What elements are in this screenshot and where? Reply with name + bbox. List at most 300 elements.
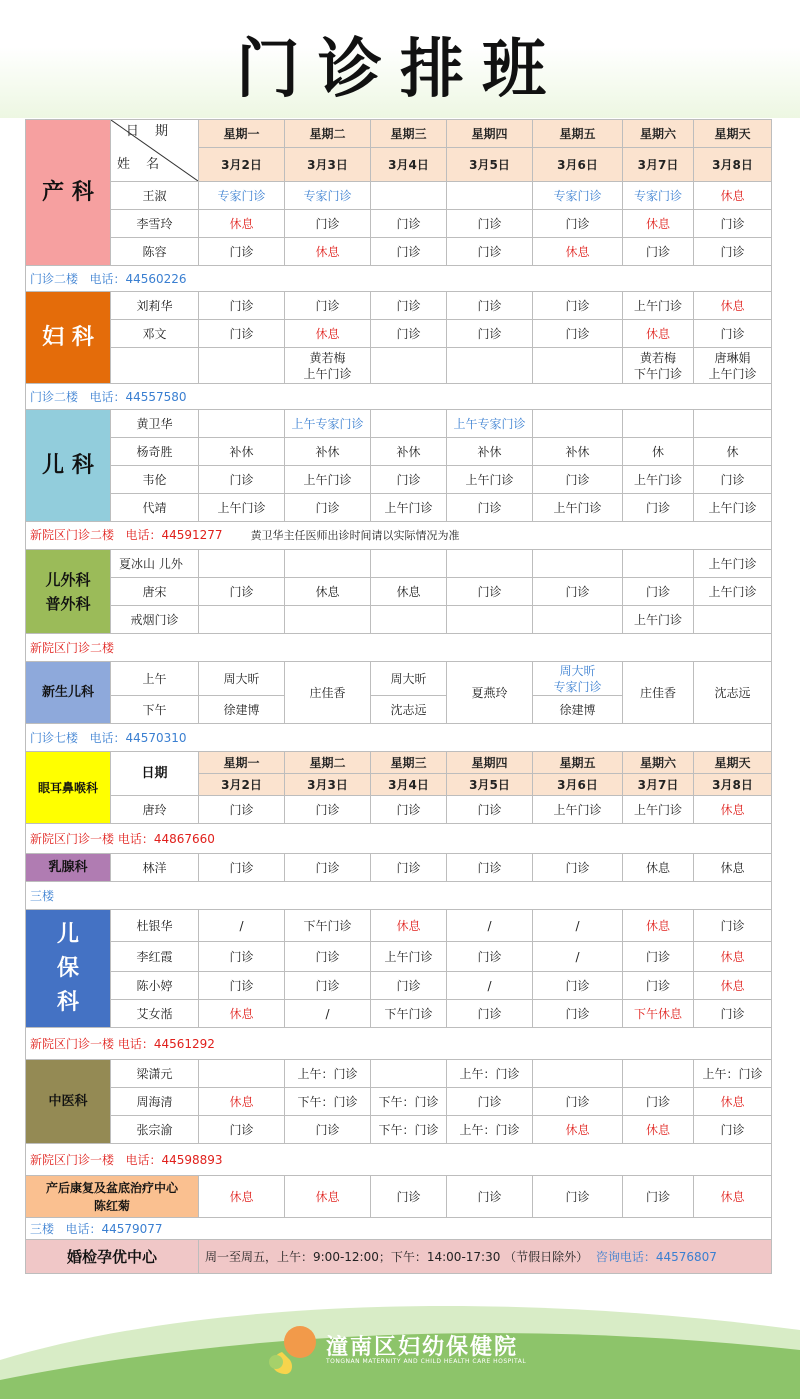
doctor-name: 李雪玲: [111, 210, 199, 238]
table-row: [26, 348, 772, 384]
table-row: [26, 606, 772, 634]
schedule-cell: 休息: [694, 796, 772, 824]
schedule-cell: 门诊: [447, 320, 533, 348]
schedule-cell: 休息: [199, 1176, 285, 1218]
schedule-cell: 门诊: [447, 1176, 533, 1218]
schedule-cell: 上午：门诊: [447, 1116, 533, 1144]
doctor-name: 邓文: [111, 320, 199, 348]
day-header: 星期三: [371, 752, 447, 774]
schedule-cell: 门诊: [371, 238, 447, 266]
schedule-cell: 休息: [199, 210, 285, 238]
date-header: 3月7日: [623, 774, 694, 796]
doctor-name: 夏冰山 儿外: [111, 550, 199, 578]
schedule-cell: [533, 348, 623, 384]
day-header: 星期六: [623, 120, 694, 148]
schedule-cell: 门诊: [371, 466, 447, 494]
date-header: 3月4日: [371, 148, 447, 182]
schedule-cell: [447, 348, 533, 384]
day-header: 星期四: [447, 120, 533, 148]
table-row: [26, 182, 772, 210]
doctor-name: 代靖: [111, 494, 199, 522]
info-row: [26, 724, 772, 752]
expert-name: 周大昕: [559, 663, 596, 678]
schedule-cell: 门诊: [371, 320, 447, 348]
schedule-cell: 上午：门诊: [285, 1060, 371, 1088]
schedule-cell: 休: [623, 438, 694, 466]
doctor-name: [111, 348, 199, 384]
day-header: 星期五: [533, 120, 623, 148]
schedule-cell: 休息: [285, 238, 371, 266]
table-row: [26, 854, 772, 882]
schedule-cell: 门诊: [533, 854, 623, 882]
dept-obstetrics: 产 科: [26, 120, 111, 266]
schedule-cell: 休息: [623, 854, 694, 882]
schedule-cell: 门诊: [447, 854, 533, 882]
schedule-cell: 徐建博: [199, 696, 285, 724]
schedule-cell: 门诊: [447, 494, 533, 522]
schedule-cell: 休息: [199, 1000, 285, 1028]
day-header: 星期四: [447, 752, 533, 774]
schedule-cell: 休息: [694, 1176, 772, 1218]
dept-surgery-line2: 普外科: [45, 594, 91, 613]
schedule-cell: 沈志远: [694, 662, 772, 724]
schedule-cell: 门诊: [199, 466, 285, 494]
schedule-cell: 上午门诊: [694, 494, 772, 522]
dept-rehab-line2: 陈红菊: [93, 1198, 130, 1213]
doctor-name: 李红霞: [111, 942, 199, 972]
schedule-cell: [371, 348, 447, 384]
schedule-cell: 专家门诊: [623, 182, 694, 210]
dept-breast: 乳腺科: [26, 854, 111, 882]
hospital-name: 潼南区妇幼保健院: [326, 1335, 519, 1360]
schedule-cell: 门诊: [623, 972, 694, 1000]
schedule-cell: 门诊: [199, 1116, 285, 1144]
table-row: [26, 910, 772, 942]
schedule-cell: 周大昕: [199, 662, 285, 696]
date-header: 3月7日: [623, 148, 694, 182]
schedule-cell: 门诊: [447, 942, 533, 972]
schedule-cell: 门诊: [694, 1000, 772, 1028]
table-row: [26, 238, 772, 266]
schedule-cell: 门诊: [285, 292, 371, 320]
phone-text: 电话：44560226: [89, 271, 187, 286]
schedule-cell: 上午门诊: [623, 292, 694, 320]
table-row: [26, 466, 772, 494]
phone-text: 电话：44591277: [125, 528, 223, 542]
location-text: 三楼: [30, 1221, 55, 1236]
day-header: 星期一: [199, 752, 285, 774]
info-row: [26, 522, 772, 550]
ent-date-label: 日期: [111, 752, 199, 796]
dept-neonatal: 新生儿科: [26, 662, 111, 724]
phone-text: 电话：44579077: [65, 1221, 163, 1236]
schedule-cell: 门诊: [199, 854, 285, 882]
info-row: [26, 1028, 772, 1060]
schedule-cell: 沈志远: [371, 696, 447, 724]
schedule-cell: 门诊: [533, 292, 623, 320]
schedule-cell: 门诊: [285, 972, 371, 1000]
schedule-cell: [447, 606, 533, 634]
schedule-cell: [533, 606, 623, 634]
schedule-cell: 下午：门诊: [285, 1088, 371, 1116]
notice-text: 黄卫华主任医师出诊时间请以实际情况为准: [250, 529, 460, 542]
doctor-name: 唐玲: [111, 796, 199, 824]
table-row: [26, 662, 772, 696]
schedule-cell: 休息: [623, 210, 694, 238]
schedule-cell: [447, 182, 533, 210]
page-title: 门诊排班: [236, 33, 564, 107]
schedule-cell: 补休: [199, 438, 285, 466]
schedule-cell: 休息: [694, 182, 772, 210]
schedule-cell: [623, 1060, 694, 1088]
table-row: [26, 578, 772, 606]
logo-icon: [262, 1322, 322, 1378]
schedule-cell: [371, 606, 447, 634]
schedule-cell: 门诊: [533, 1176, 623, 1218]
schedule-cell: 门诊: [285, 494, 371, 522]
info-row: [26, 1218, 772, 1240]
day-header: 星期一: [199, 120, 285, 148]
schedule-cell: 门诊: [694, 466, 772, 494]
schedule-cell: 休息: [694, 854, 772, 882]
dept-premarital: 婚检孕优中心: [26, 1240, 199, 1274]
schedule-cell: 上午专家门诊: [285, 410, 371, 438]
doctor-name: 刘莉华: [111, 292, 199, 320]
schedule-cell: 门诊: [371, 292, 447, 320]
schedule-cell: [371, 410, 447, 438]
schedule-cell: [285, 606, 371, 634]
am-label: 上午: [111, 662, 199, 696]
day-header: 星期天: [694, 120, 772, 148]
expert-label: 专家门诊: [553, 679, 602, 694]
dept-gynecology: 妇 科: [26, 292, 111, 384]
doctor-name: 艾女湉: [111, 1000, 199, 1028]
schedule-cell: 门诊: [533, 1000, 623, 1028]
schedule-cell: 门诊: [533, 1088, 623, 1116]
name-label: 姓 名: [117, 157, 166, 172]
schedule-cell: 门诊: [447, 1000, 533, 1028]
schedule-cell: 夏燕玲: [447, 662, 533, 724]
location-phone-text: 新院区门诊一楼 电话：44561292: [30, 1036, 215, 1051]
date-label: 日 期: [125, 124, 174, 139]
day-header: 星期三: [371, 120, 447, 148]
table-row: [26, 972, 772, 1000]
date-header: 3月5日: [447, 774, 533, 796]
schedule-cell: [199, 348, 285, 384]
schedule-cell: 门诊: [533, 578, 623, 606]
schedule-cell: 门诊: [447, 210, 533, 238]
doctor-name: 陈容: [111, 238, 199, 266]
location-text: 三楼: [30, 888, 55, 903]
schedule-cell: 门诊: [371, 1176, 447, 1218]
schedule-cell: 上午门诊: [623, 606, 694, 634]
schedule-cell: 门诊: [533, 972, 623, 1000]
schedule-cell: 门诊: [694, 238, 772, 266]
doctor-name: 梁潇元: [111, 1060, 199, 1088]
schedule-cell: [533, 662, 623, 696]
schedule-cell: 门诊: [371, 796, 447, 824]
schedule-cell: 门诊: [623, 238, 694, 266]
schedule-cell: 门诊: [199, 942, 285, 972]
location-phone-text: 新院区门诊一楼 电话：44867660: [30, 831, 215, 846]
dept-surgery: [26, 550, 111, 634]
phone-text: 电话：44598893: [125, 1152, 223, 1167]
dept-tcm: 中医科: [26, 1060, 111, 1144]
doctor-name: 唐宋: [111, 578, 199, 606]
schedule-cell: 门诊: [447, 238, 533, 266]
schedule-cell: [199, 1060, 285, 1088]
schedule-cell: 门诊: [694, 210, 772, 238]
schedule-cell: 门诊: [285, 854, 371, 882]
schedule-cell: [371, 550, 447, 578]
schedule-cell: /: [285, 1000, 371, 1028]
doctor-name: 杜银华: [111, 910, 199, 942]
table-row: [26, 942, 772, 972]
schedule-cell: 门诊: [199, 578, 285, 606]
info-row: [26, 634, 772, 662]
dept-rehab: [26, 1176, 199, 1218]
schedule-cell: 休息: [694, 1088, 772, 1116]
schedule-cell: 休息: [199, 1088, 285, 1116]
table-row: [26, 210, 772, 238]
schedule-cell: 下午：门诊: [371, 1088, 447, 1116]
table-row: [26, 1088, 772, 1116]
day-header: 星期二: [285, 752, 371, 774]
schedule-cell: 门诊: [694, 1116, 772, 1144]
schedule-cell: [285, 550, 371, 578]
schedule-cell: 门诊: [447, 796, 533, 824]
schedule-cell: 门诊: [623, 578, 694, 606]
schedule-cell: 补休: [447, 438, 533, 466]
day-header: 星期五: [533, 752, 623, 774]
schedule-cell: 下午门诊: [371, 1000, 447, 1028]
schedule-cell: 休息: [533, 238, 623, 266]
schedule-cell: 上午门诊: [371, 494, 447, 522]
schedule-cell: 上午门诊: [533, 796, 623, 824]
doctor-name: 周海清: [111, 1088, 199, 1116]
table-row: [26, 550, 772, 578]
phone-text: 电话：44557580: [89, 389, 187, 404]
date-name-header: [111, 120, 199, 182]
schedule-cell: 上午门诊: [623, 466, 694, 494]
info-row: [26, 384, 772, 410]
phone-text: 电话：44570310: [89, 730, 187, 745]
premarital-info: [199, 1240, 772, 1274]
schedule-cell: 门诊: [199, 292, 285, 320]
schedule-cell: 唐琳娟 上午门诊: [694, 348, 772, 384]
pm-label: 下午: [111, 696, 199, 724]
schedule-cell: 休: [694, 438, 772, 466]
date-header: 3月2日: [199, 774, 285, 796]
table-row: [26, 1000, 772, 1028]
schedule-cell: 下午：门诊: [371, 1116, 447, 1144]
schedule-cell: 补休: [533, 438, 623, 466]
schedule-cell: 门诊: [285, 942, 371, 972]
schedule-cell: 休息: [623, 1116, 694, 1144]
schedule-cell: [533, 410, 623, 438]
table-row: [26, 796, 772, 824]
schedule-cell: 上午门诊: [694, 578, 772, 606]
schedule-cell: [199, 410, 285, 438]
day-header: 星期天: [694, 752, 772, 774]
schedule-cell: 门诊: [285, 796, 371, 824]
date-header: 3月3日: [285, 774, 371, 796]
schedule-cell: 上午门诊: [533, 494, 623, 522]
schedule-cell: [371, 182, 447, 210]
schedule-cell: 补休: [285, 438, 371, 466]
info-row: [26, 266, 772, 292]
schedule-cell: 门诊: [533, 466, 623, 494]
location-text: 新院区门诊二楼: [30, 640, 115, 655]
schedule-cell: 周大昕: [371, 662, 447, 696]
info-row: [26, 882, 772, 910]
table-row: [26, 1176, 772, 1218]
table-row: [26, 1116, 772, 1144]
doctor-name: 陈小婷: [111, 972, 199, 1000]
schedule-cell: 专家门诊: [199, 182, 285, 210]
schedule-table: [25, 119, 772, 1274]
date-header: 3月6日: [533, 774, 623, 796]
schedule-cell: [447, 550, 533, 578]
location-text: 新院区门诊一楼: [30, 1152, 115, 1167]
info-row: [26, 824, 772, 854]
schedule-cell: 上午门诊: [623, 796, 694, 824]
schedule-cell: 门诊: [199, 796, 285, 824]
schedule-cell: 专家门诊: [285, 182, 371, 210]
schedule-cell: 门诊: [285, 210, 371, 238]
table-row: [26, 292, 772, 320]
schedule-cell: 门诊: [623, 1088, 694, 1116]
schedule-cell: 庄佳香: [285, 662, 371, 724]
date-header: 3月3日: [285, 148, 371, 182]
schedule-cell: 休息: [285, 1176, 371, 1218]
schedule-cell: 门诊: [623, 942, 694, 972]
schedule-cell: 门诊: [371, 972, 447, 1000]
schedule-cell: 门诊: [694, 910, 772, 942]
schedule-cell: 休息: [694, 292, 772, 320]
table-row: [26, 438, 772, 466]
date-header: 3月5日: [447, 148, 533, 182]
schedule-cell: /: [447, 972, 533, 1000]
schedule-cell: [694, 410, 772, 438]
day-header: 星期二: [285, 120, 371, 148]
schedule-cell: 休息: [623, 910, 694, 942]
schedule-cell: 门诊: [623, 1176, 694, 1218]
schedule-cell: [533, 550, 623, 578]
schedule-cell: 休息: [285, 320, 371, 348]
schedule-cell: 门诊: [447, 1088, 533, 1116]
schedule-cell: 黄若梅 上午门诊: [285, 348, 371, 384]
table-row: [26, 494, 772, 522]
schedule-cell: 门诊: [623, 494, 694, 522]
schedule-cell: 休息: [694, 972, 772, 1000]
schedule-cell: 上午门诊: [371, 942, 447, 972]
schedule-cell: 门诊: [371, 854, 447, 882]
schedule-cell: 门诊: [533, 320, 623, 348]
schedule-cell: [694, 606, 772, 634]
location-text: 门诊二楼: [30, 271, 79, 286]
schedule-cell: 门诊: [447, 292, 533, 320]
location-text: 门诊七楼: [30, 730, 79, 745]
phone-text: 咨询电话：44576807: [595, 1249, 717, 1264]
schedule-cell: 上午：门诊: [694, 1060, 772, 1088]
dept-child-health: 儿 保 科: [26, 910, 111, 1028]
dept-rehab-line1: 产后康复及盆底治疗中心: [45, 1180, 178, 1195]
dept-ent: 眼耳鼻喉科: [26, 752, 111, 824]
schedule-cell: [371, 1060, 447, 1088]
table-row: [26, 1060, 772, 1088]
schedule-cell: 门诊: [694, 320, 772, 348]
schedule-cell: 休息: [694, 942, 772, 972]
date-header: 3月4日: [371, 774, 447, 796]
location-text: 新院区门诊二楼: [30, 528, 115, 542]
date-header: 3月6日: [533, 148, 623, 182]
schedule-cell: /: [533, 910, 623, 942]
schedule-cell: 休息: [371, 910, 447, 942]
schedule-cell: 上午门诊: [694, 550, 772, 578]
schedule-cell: 门诊: [285, 1116, 371, 1144]
doctor-name: 张宗渝: [111, 1116, 199, 1144]
doctor-name: 杨奇胜: [111, 438, 199, 466]
date-header: 3月8日: [694, 774, 772, 796]
schedule-cell: 休息: [533, 1116, 623, 1144]
schedule-cell: [199, 550, 285, 578]
schedule-cell: 门诊: [199, 238, 285, 266]
doctor-name: 戒烟门诊: [111, 606, 199, 634]
day-header: 星期六: [623, 752, 694, 774]
schedule-cell: 休息: [371, 578, 447, 606]
schedule-cell: 徐建博: [533, 696, 623, 724]
schedule-cell: 休息: [623, 320, 694, 348]
schedule-cell: /: [447, 910, 533, 942]
schedule-cell: 下午休息: [623, 1000, 694, 1028]
location-text: 门诊二楼: [30, 389, 79, 404]
schedule-cell: 门诊: [199, 972, 285, 1000]
schedule-cell: 上午门诊: [447, 466, 533, 494]
doctor-name: 韦伦: [111, 466, 199, 494]
schedule-cell: 黄若梅 下午门诊: [623, 348, 694, 384]
date-header: 3月2日: [199, 148, 285, 182]
schedule-cell: [623, 550, 694, 578]
schedule-cell: [623, 410, 694, 438]
table-row: [26, 320, 772, 348]
hours-text: 周一至周五，上午：9:00-12:00；下午：14:00-17:30 （节假日除外）: [205, 1249, 589, 1264]
schedule-cell: 门诊: [199, 320, 285, 348]
schedule-cell: 休息: [285, 578, 371, 606]
schedule-cell: 上午专家门诊: [447, 410, 533, 438]
schedule-cell: [199, 606, 285, 634]
doctor-name: 黄卫华: [111, 410, 199, 438]
schedule-cell: 庄佳香: [623, 662, 694, 724]
date-header: 3月8日: [694, 148, 772, 182]
doctor-name: 林洋: [111, 854, 199, 882]
schedule-cell: 下午门诊: [285, 910, 371, 942]
schedule-cell: /: [199, 910, 285, 942]
schedule-cell: 门诊: [371, 210, 447, 238]
dept-surgery-line1: 儿外科: [45, 570, 91, 589]
info-row: [26, 1144, 772, 1176]
schedule-cell: 上午门诊: [199, 494, 285, 522]
schedule-cell: 专家门诊: [533, 182, 623, 210]
schedule-cell: [533, 1060, 623, 1088]
schedule-cell: /: [533, 942, 623, 972]
schedule-cell: 补休: [371, 438, 447, 466]
hospital-english-name: TONGNAN MATERNITY AND CHILD HEALTH CARE HOSPITAL: [326, 1358, 527, 1365]
schedule-cell: 门诊: [533, 210, 623, 238]
hospital-logo: [262, 1322, 542, 1378]
table-row: [26, 1240, 772, 1274]
table-row: [26, 410, 772, 438]
